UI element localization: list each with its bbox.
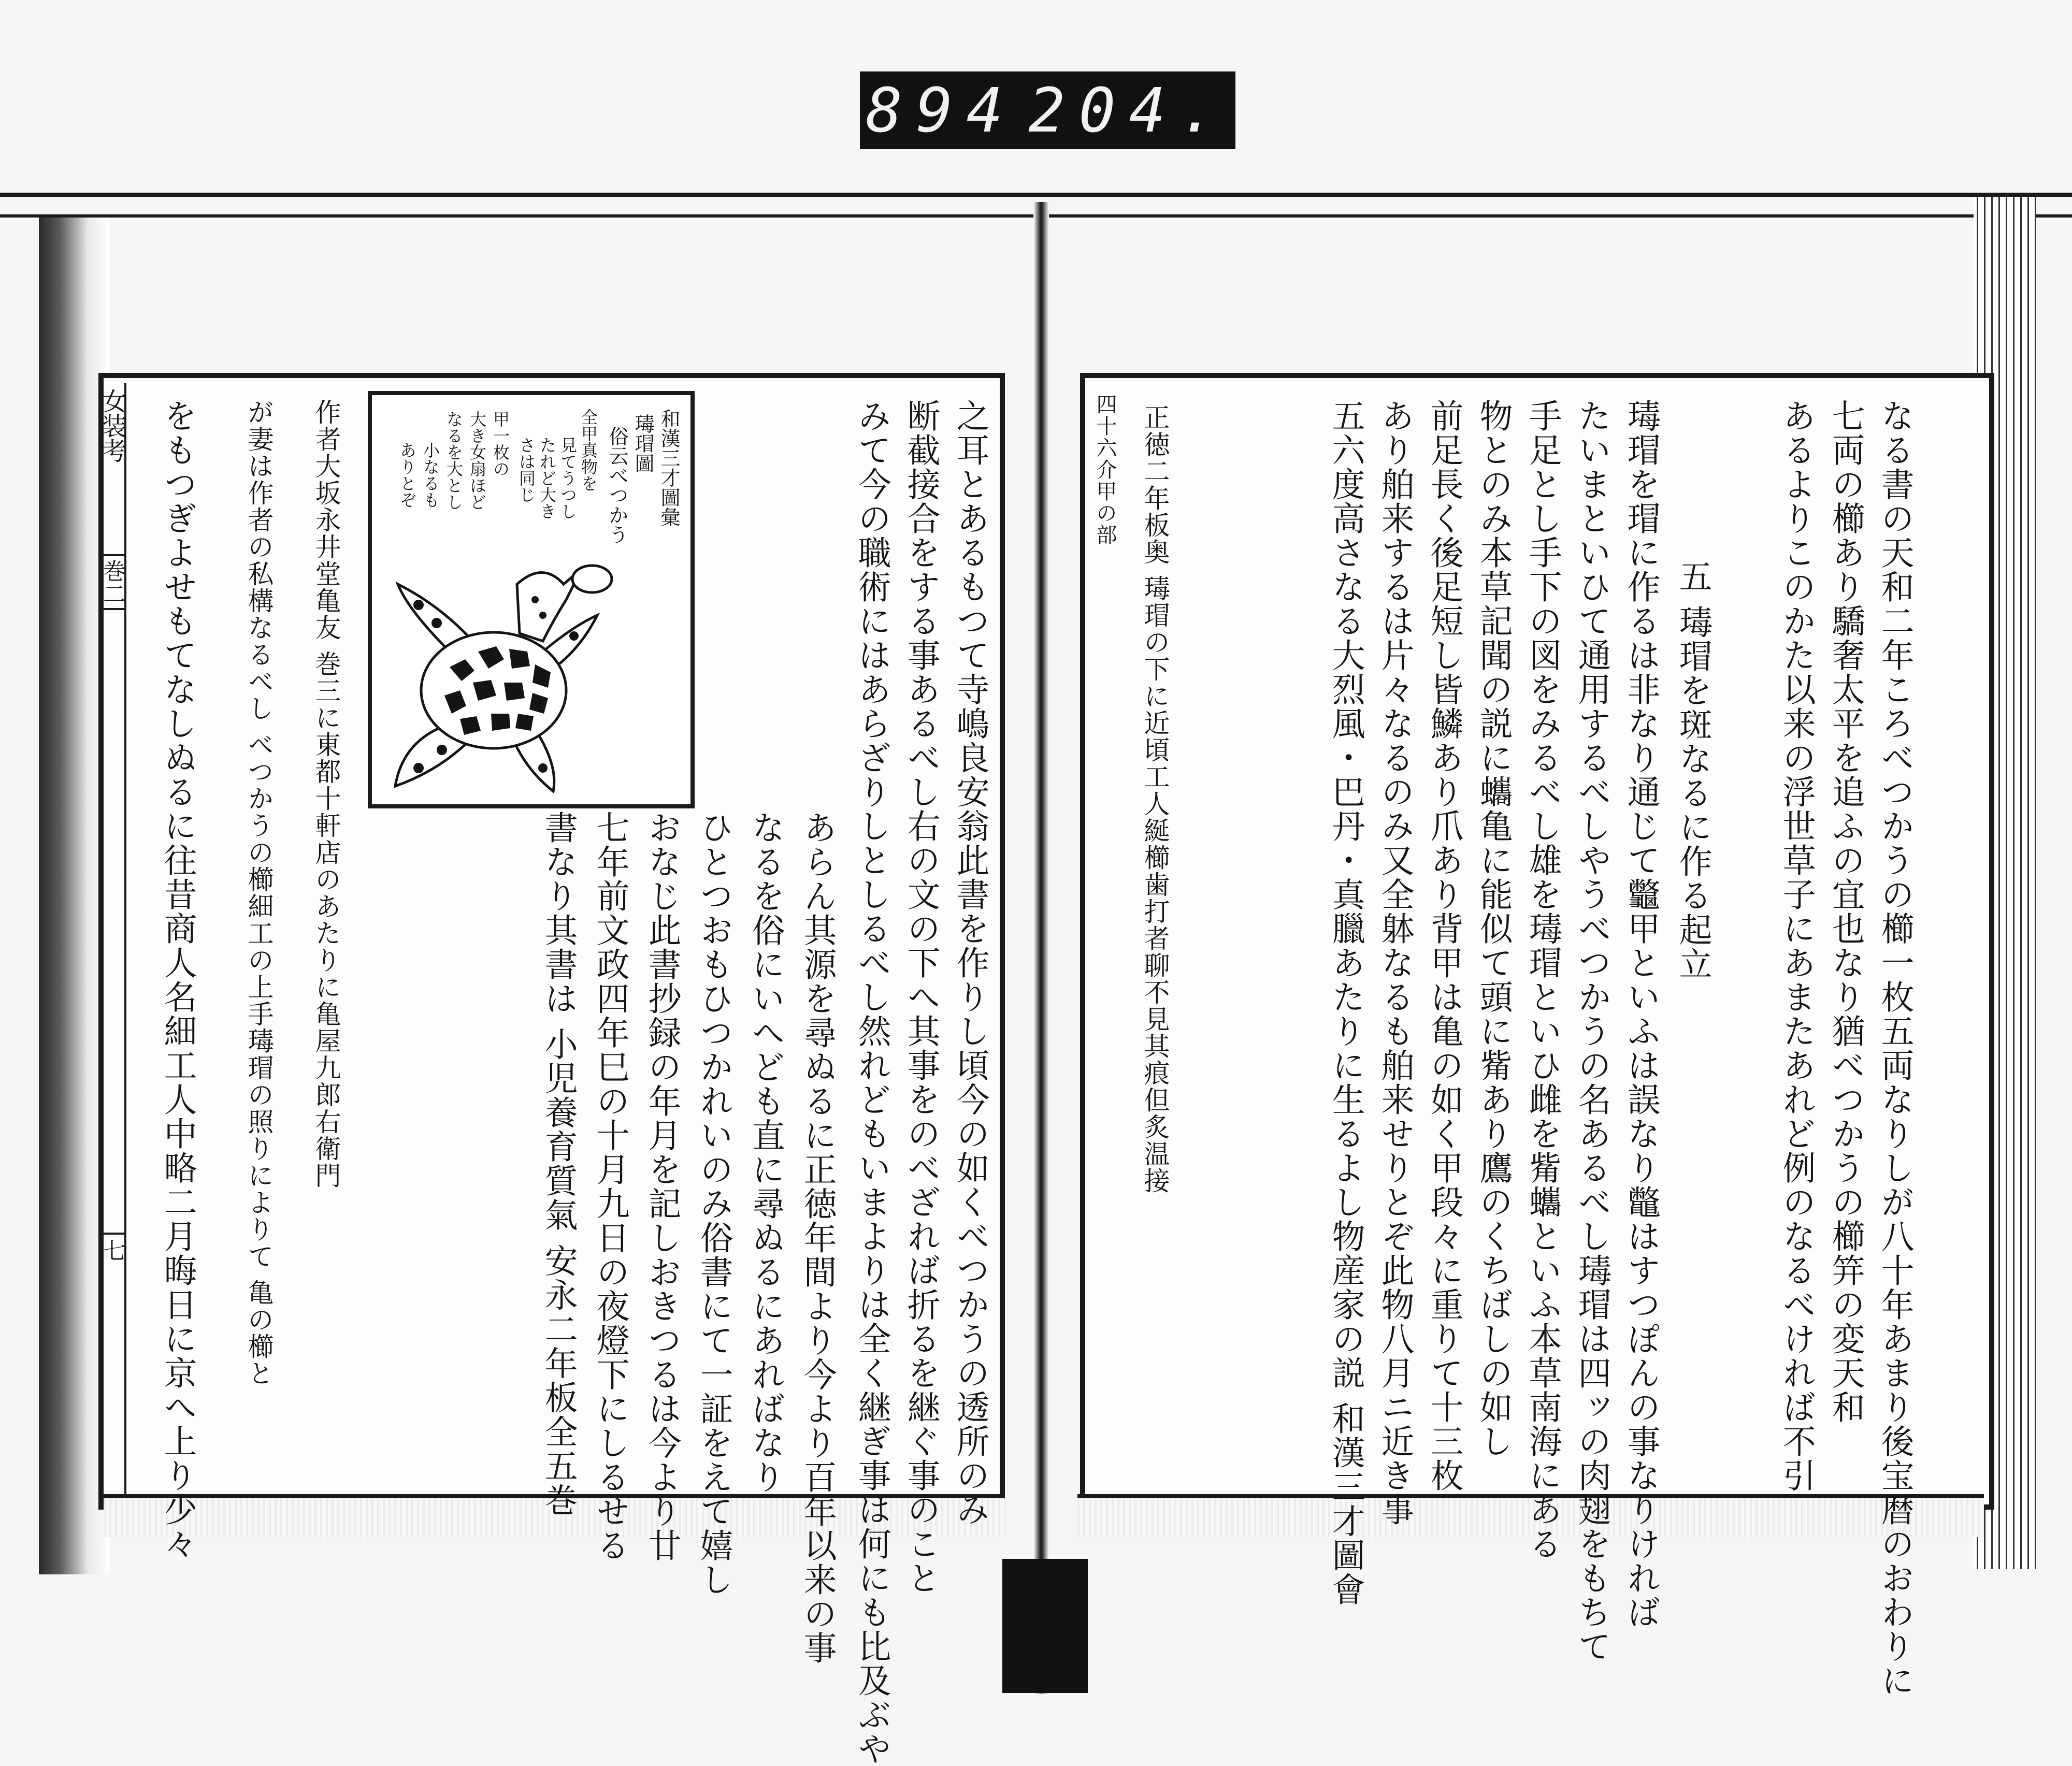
gutter-shadow <box>1002 1559 1088 1693</box>
left-text-column-9: 書なり其書は 小児養育質氣 安永二年板全五巻 <box>539 810 578 1517</box>
right-text-column-5: 瑇瑁を瑁に作るは非なり通じて龞甲といふは誤なり鼈はすつぽんの事なりければ <box>1621 399 1660 1629</box>
illustration-size-1: 甲一枚の <box>491 411 510 477</box>
left-text-column-8: 七年前文政四年巳の十月九日の夜燈下にしるせる <box>591 810 629 1562</box>
left-text-column-10: 作者大坂永井堂亀友 巻三に東都十軒店のあたりに亀屋九郎右衛門 <box>311 399 341 1189</box>
tortoiseshell-illustration <box>368 391 695 808</box>
illustration-note-4: さは同じ <box>516 437 536 503</box>
right-text-column-3: あるよりこのかた以来の浮世草子にあまたあれど例のなるべければ不引 <box>1777 399 1816 1493</box>
illustration-note-1: 全甲真物を <box>579 409 598 491</box>
right-text-column-12: 正徳二年板奥 瑇瑁の下に近頃工人綖櫛歯打者聊不見其痕但炙温接 <box>1140 404 1170 1194</box>
left-text-column-4: あらん其源を尋ぬるに正徳年間より今より百年以来の事 <box>798 810 837 1665</box>
left-text-column-3: みて今の職術にはあらざりしとしるべし然れどもいまよりは全く継ぎ事は何にも比及ぶや <box>852 399 891 1766</box>
left-text-column-12: をもつぎよせもてなしぬるに往昔商人名細工人中略二月晦日に京へ上り少々 <box>158 399 197 1561</box>
right-text-column-1: なる書の天和二年ころべつかうの櫛一枚五両なりしが八十年あまり後宝暦のおわりに <box>1875 399 1914 1698</box>
book-title: 女装考 <box>97 388 126 463</box>
left-text-column-11: が妻は作者の私構なるべし べつかうの櫛細工の上手瑇瑁の照りによりて 亀の櫛と <box>243 399 274 1387</box>
illustration-note-3: たれど大き <box>537 437 557 519</box>
margin-label-strip <box>99 383 126 1497</box>
illustration-caption-3: 俗云べつかう <box>606 426 628 544</box>
left-text-column-5: なるを俗にいへども直に尋ぬるにあればなり <box>746 810 785 1494</box>
illustration-size-2: 大き女扇ほど <box>467 411 487 510</box>
folio-number: 七 <box>99 1233 124 1262</box>
left-text-column-2: 断截接合をする事あるべし右の文の下へ其事をのべざれば折るを継ぐ事のこと <box>901 399 940 1595</box>
right-text-column-8: 物とのみ本草記聞の説に蠵亀に能似て頭に觜あり鷹のくちばしの如し <box>1474 399 1513 1458</box>
right-text-column-9: 前足長く後足短し皆鱗あり爪あり背甲は亀の如く甲段々に重りて十三枚 <box>1424 399 1463 1493</box>
right-text-column-11: 五六度高さなる大烈風・巴丹・真臘あたりに生るよし物産家の説 和漢三才圖會 <box>1326 399 1365 1607</box>
right-text-column-13: 四十六介甲の部 <box>1093 394 1117 546</box>
illustration-caption-2: 瑇瑁圖 <box>631 414 654 473</box>
illustration-size-4: 小なるも <box>421 442 440 508</box>
illustration-caption-1: 和漢三才圖彙 <box>657 409 680 527</box>
frame-counter <box>860 71 1235 149</box>
illustration-size-5: ありとぞ <box>397 442 417 508</box>
left-text-column-1: 之耳とあるもつて寺嶋良安翁此書を作りし頃今の如くべつかうの透所のみ <box>951 399 989 1527</box>
right-text-column-2: 七両の櫛あり驕奢太平を追ふの宜也なり猶べつかうの櫛笄の変天和 <box>1826 399 1865 1424</box>
frame-number-left: 894 <box>866 75 1017 146</box>
left-text-column-6: ひとつおもひつかれいのみ俗書にて一証をえて嬉し <box>694 810 733 1597</box>
right-text-column-7: 手足とし手下の図をみるべし雄を瑇瑁といひ雌を觜蠵といふ本草南海にある <box>1523 399 1562 1561</box>
frame-number-right: 204. <box>1028 75 1230 146</box>
section-heading-five: 五 瑇瑁を斑なるに作る起立 <box>1673 559 1712 981</box>
book-gutter <box>1033 202 1049 1693</box>
sea-turtle-drawing <box>387 563 615 797</box>
right-text-column-10: あり舶来するは片々なるのみ又全躰なるも舶来せりとぞ此物八月ニ近き事 <box>1375 399 1414 1527</box>
volume-label: 巻二 <box>99 554 124 610</box>
illustration-size-3: なるを大とし <box>444 411 464 510</box>
left-text-column-7: おなじ此書抄録の年月を記しおきつるは今より廿 <box>642 810 681 1562</box>
right-text-column-6: たいまといひて通用するべしやうべつかうの名あるべし瑇瑁は四ッの肉翅をもちて <box>1572 399 1611 1663</box>
illustration-note-2: 見てうつし <box>558 437 578 519</box>
